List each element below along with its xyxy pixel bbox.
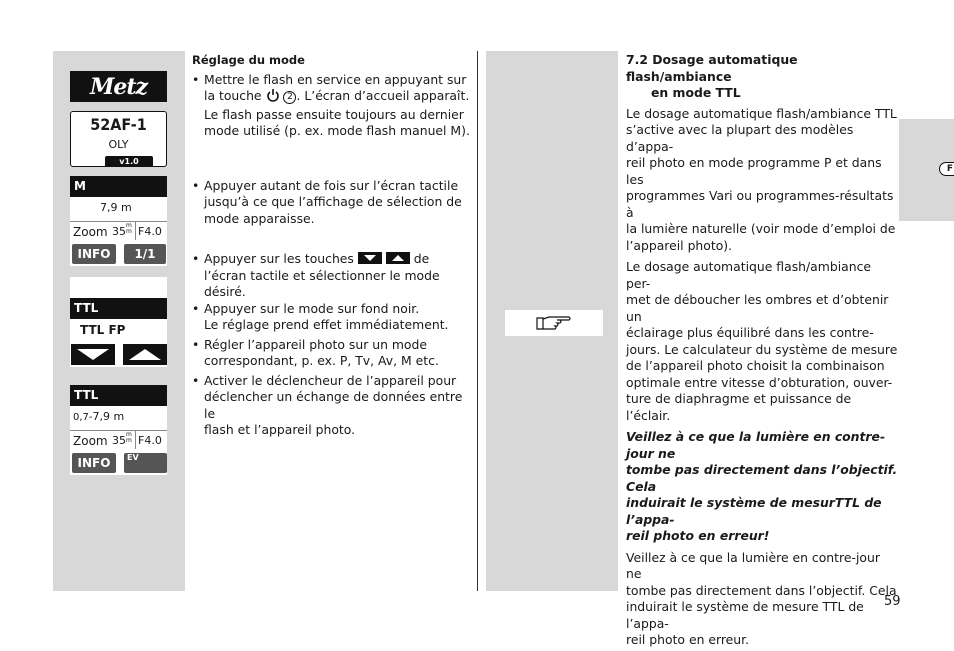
aperture-value: F4.0	[138, 434, 162, 447]
step-confirm-mode: • Appuyer sur le mode sur fond noir. Le réglage prend effet immédiatement.	[192, 301, 472, 334]
flash-distance: 7,9 m	[100, 201, 132, 214]
info-button[interactable]: INFO	[72, 453, 116, 473]
circled-number: 2	[283, 91, 296, 104]
page-number: 59	[884, 594, 901, 609]
step-select-mode: • Appuyer sur les touches de l’écran tactile et sélectionner le mode désiré.	[192, 251, 472, 301]
mode-setting-section	[192, 52, 472, 439]
mode-option-ttl-fp[interactable]: TTL FP	[80, 323, 126, 337]
warning-note: Veillez à ce que la lumière en contre-jour ne tombe pas directement dans l’objectif. Cela induirait le système de mesurTTL de l’appa- reil photo en erreur!	[626, 429, 898, 543]
step-touch-screen: • Appuyer autant de fois sur l’écran tactile jusqu’à ce que l’affichage de sélection de mode apparaisse.	[192, 178, 472, 228]
paragraph-description: Le dosage automatique flash/ambiance per- met de déboucher les ombres et d’obtenir un éclairage plus équilibré dans les contre- jours. Le calculateur du système de mesure de l’appareil photo choisit la combinaison optimale entre vitesse d’obturation, ouver- ture de diaphragme et puissance de l’éclair.	[626, 259, 898, 423]
zoom-value: 35	[112, 434, 126, 447]
scroll-up-button[interactable]	[123, 344, 167, 365]
section-heading: Réglage du mode	[192, 53, 305, 67]
metz-logo: Metz	[70, 71, 167, 102]
language-badge: F	[939, 162, 954, 176]
pointing-hand-icon	[535, 314, 573, 332]
start-screen	[70, 111, 167, 167]
ttl-fill-in-section	[626, 52, 898, 649]
step-camera-mode: • Régler l’appareil photo sur un mode correspondant, p. ex. P, Tv, Av, M etc.	[192, 337, 472, 370]
note-box	[505, 310, 603, 336]
triangle-down-icon	[76, 348, 110, 361]
paragraph-intro: Le dosage automatique flash/ambiance TTL s’active avec la plupart des modèles d’appa- reil photo en mode programme P et dans les programmes Vari ou programmes-résultats à la lumière naturelle (voir mode d’emploi de l’appareil photo).	[626, 105, 897, 253]
step-shutter: • Activer le déclencheur de l’appareil pour déclencher un échange de données entre le flash et l’appareil photo.	[192, 373, 472, 439]
zoom-label: Zoom	[73, 225, 108, 239]
mode-bar-m[interactable]: M	[70, 176, 167, 197]
camera-brand: OLY	[108, 138, 129, 151]
firmware-version: v1.0	[105, 156, 153, 167]
down-key-icon	[358, 252, 382, 264]
aperture-value: F4.0	[138, 225, 162, 238]
power-icon	[266, 88, 280, 107]
mode-bar-ttl[interactable]: TTL	[70, 385, 167, 406]
up-key-icon	[386, 252, 410, 264]
mode-option-ttl[interactable]: TTL	[70, 298, 167, 319]
page-indicator-button[interactable]: 1/1	[124, 244, 166, 264]
zoom-value: 35	[112, 225, 126, 238]
zoom-label: Zoom	[73, 434, 108, 448]
flash-range: 0,7-7,9 m	[73, 410, 125, 423]
model-name: 52AF-1	[90, 115, 147, 134]
section-heading: 7.2 Dosage automatique flash/ambiance en mode TTL	[626, 52, 798, 100]
triangle-up-icon	[128, 348, 162, 361]
column-divider	[477, 51, 478, 591]
zoom-unit: m m	[126, 222, 132, 235]
ev-button[interactable]: EV	[124, 453, 167, 473]
step-power-on: • Mettre le flash en service en appuyant sur la touche 2 . L’écran d’accueil apparaît. Le flash passe ensuite toujours au dernier mode utilisé (p. ex. mode flash manuel M).	[192, 72, 472, 140]
scroll-down-button[interactable]	[71, 344, 115, 365]
info-button[interactable]: INFO	[72, 244, 116, 264]
zoom-unit: m m	[126, 431, 132, 444]
paragraph-warning: Veillez à ce que la lumière en contre-jour ne tombe pas directement dans l’objectif. Cela induirait le système de mesure TTL de l’appa- reil photo en erreur.	[626, 549, 897, 647]
